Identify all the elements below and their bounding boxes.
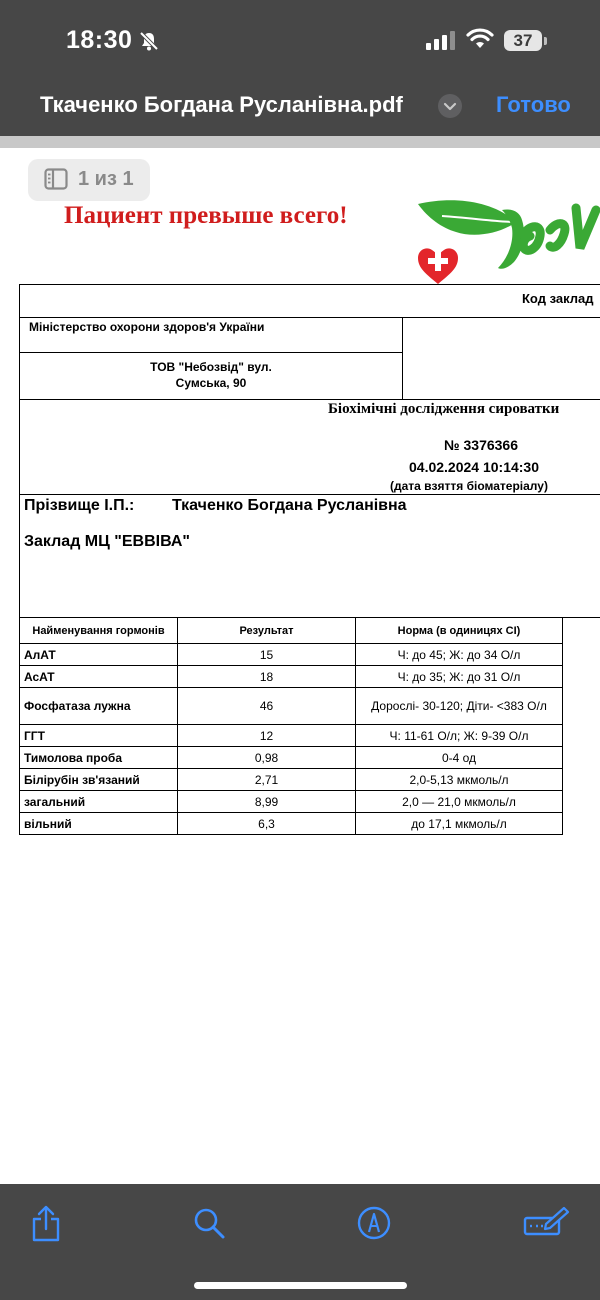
title-menu-button[interactable] [438,94,462,118]
test-result: 46 [178,688,356,725]
sidebar-icon [44,168,68,190]
nav-bar [0,80,600,136]
table-row [20,666,563,688]
edit-icon[interactable] [522,1204,570,1242]
results-table [19,617,563,835]
table-header-row [20,618,563,644]
code-label: Код заклад [522,291,594,306]
page-indicator[interactable] [28,159,150,201]
header-result: Результат [178,618,356,644]
study-datetime: 04.02.2024 10:14:30 [409,459,539,475]
test-name: ГГТ [20,725,178,747]
test-norm: 2,0-5,13 мкмоль/л [356,769,563,791]
test-name: Білірубін зв'язаний [20,769,178,791]
bottom-toolbar [0,1184,600,1300]
org-line-2: Сумська, 90 [175,376,247,390]
table-row [20,769,563,791]
battery-icon [504,30,542,51]
table-row [20,747,563,769]
page-indicator-text: 1 из 1 [78,168,134,190]
status-bar [0,0,600,80]
test-result: 2,71 [178,769,356,791]
test-name: Тимолова проба [20,747,178,769]
test-result: 0,98 [178,747,356,769]
org-line-1: ТОВ "Небозвід" вул. [150,360,272,374]
test-result: 8,99 [178,791,356,813]
test-norm: Дорослі- 30-120; Діти- <383 О/л [356,688,563,725]
divider [0,136,600,148]
test-result: 15 [178,644,356,666]
battery-level: 37 [513,31,533,50]
table-row [20,791,563,813]
test-norm: Ч: до 35; Ж: до 31 О/л [356,666,563,688]
test-norm: до 17,1 мкмоль/л [356,813,563,835]
patient-name: Ткаченко Богдана Русланівна [172,497,407,514]
test-name: АсАТ [20,666,178,688]
slogan: Пациент превыше всего! [64,202,348,229]
test-name: АлАТ [20,644,178,666]
signal-icon [426,30,456,50]
table-row [20,688,563,725]
right-header-box [402,317,600,400]
battery-tip [544,37,547,45]
test-norm: Ч: 11-61 О/л; Ж: 9-39 О/л [356,725,563,747]
test-norm: Ч: до 45; Ж: до 34 О/л [356,644,563,666]
share-icon[interactable] [30,1204,62,1244]
test-norm: 2,0 — 21,0 мкмоль/л [356,791,563,813]
search-icon[interactable] [192,1204,226,1242]
header-norm: Норма (в одиницях СІ) [356,618,563,644]
clinic-logo [412,188,600,288]
header-name: Найменування гормонів [20,618,178,644]
markup-icon[interactable] [356,1204,392,1242]
table-row [20,813,563,835]
test-result: 12 [178,725,356,747]
datetime-note: (дата взяття біоматеріалу) [390,479,548,493]
test-name: Фосфатаза лужна [20,688,178,725]
test-result: 6,3 [178,813,356,835]
test-name: загальний [20,791,178,813]
facility-name: Заклад МЦ "ЕВВІВА" [24,533,190,550]
chevron-down-icon [438,94,462,118]
document-title[interactable]: Ткаченко Богдана Русланівна.pdf [40,92,403,117]
bell-slash-icon [138,30,160,52]
study-title: Біохімічні дослідження сироватки [328,401,560,417]
pdf-page[interactable] [0,148,600,1184]
test-norm: 0-4 од [356,747,563,769]
wifi-icon [466,28,494,50]
test-name: вільний [20,813,178,835]
ministry-name: Міністерство охорони здоров'я України [29,320,265,334]
study-number: № 3376366 [444,437,518,453]
patient-label: Прізвище І.П.: [24,497,135,514]
table-row [20,644,563,666]
done-button[interactable]: Готово [496,92,571,117]
test-result: 18 [178,666,356,688]
header-box [19,284,600,318]
table-row [20,725,563,747]
status-time: 18:30 [66,26,133,54]
home-indicator[interactable] [194,1282,407,1289]
